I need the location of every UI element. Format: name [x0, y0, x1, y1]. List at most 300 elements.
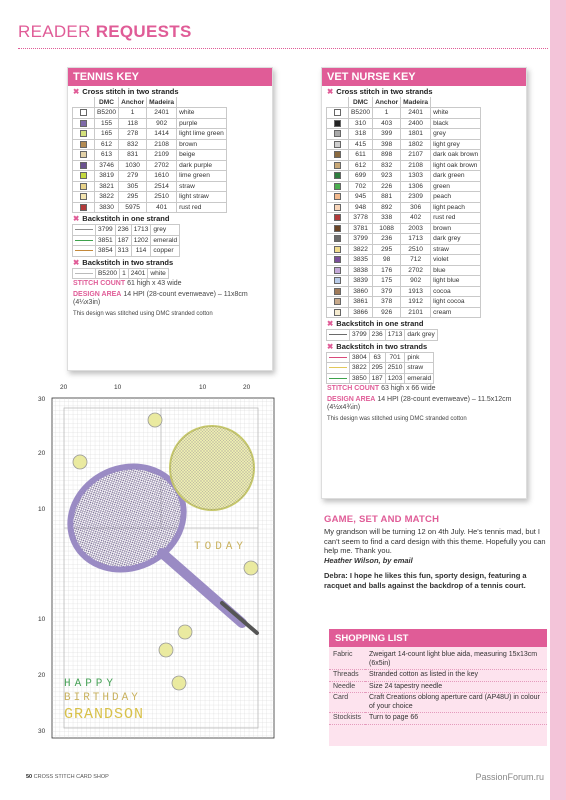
backstitch-symbol	[327, 352, 350, 363]
thread-name: straw	[177, 181, 227, 192]
dmc-code: 3799	[350, 330, 370, 341]
shopping-row-needle: Needle Size 24 tapestry needle	[329, 681, 547, 693]
thread-name: lime green	[177, 171, 227, 182]
madeira-code: 1203	[385, 373, 405, 384]
key-column-header: DMC	[349, 97, 373, 108]
thread-name: white	[177, 108, 227, 119]
thread-name: rust red	[431, 213, 481, 224]
madeira-code: 2400	[401, 118, 431, 129]
key-row	[327, 234, 481, 245]
madeira-code: 2101	[401, 307, 431, 318]
color-swatch	[80, 109, 87, 116]
color-swatch	[334, 141, 341, 148]
dmc-code: 3830	[95, 202, 119, 213]
color-swatch	[334, 120, 341, 127]
dmc-code: 3822	[349, 244, 373, 255]
color-swatch	[334, 214, 341, 221]
madeira-code: 2108	[401, 160, 431, 171]
color-swatch	[334, 267, 341, 274]
madeira-code: 2401	[401, 108, 431, 119]
anchor-code: 831	[119, 150, 147, 161]
key-column-header: Madeira	[147, 97, 177, 108]
key-column-header: DMC	[95, 97, 119, 108]
top-label-left-20: 20	[60, 384, 68, 391]
anchor-code: 379	[373, 286, 401, 297]
thread-name: grey	[151, 225, 180, 236]
key-symbol	[73, 202, 95, 213]
dmc-code: 3781	[349, 223, 373, 234]
madeira-code: 1610	[147, 171, 177, 182]
color-swatch	[334, 288, 341, 295]
madeira-code: 712	[401, 255, 431, 266]
madeira-code: 701	[385, 352, 405, 363]
anchor-code: 305	[119, 181, 147, 192]
key-symbol	[73, 118, 95, 129]
color-swatch	[80, 141, 87, 148]
madeira-code: 1801	[401, 129, 431, 140]
anchor-code: 187	[369, 373, 385, 384]
dmc-code: 699	[349, 171, 373, 182]
header-word-reader: READER	[18, 22, 91, 41]
vet-backstitch-two-table	[326, 352, 434, 385]
anchor-code: 295	[369, 363, 385, 374]
anchor-code: 1030	[119, 160, 147, 171]
tennis-key-table	[72, 97, 227, 213]
anchor-code: 118	[119, 118, 147, 129]
color-swatch	[334, 109, 341, 116]
dmc-code: 3822	[350, 363, 370, 374]
side-label-10-top: 10	[38, 506, 46, 513]
backstitch-row	[327, 352, 434, 363]
section-header	[18, 22, 192, 42]
dmc-code: 3799	[349, 234, 373, 245]
key-header-blank	[431, 97, 481, 108]
madeira-code: 2510	[385, 363, 405, 374]
backstitch-row	[73, 225, 180, 236]
side-label-30-top: 30	[38, 396, 46, 403]
madeira-code: 1306	[401, 181, 431, 192]
key-row	[327, 129, 481, 140]
key-symbol	[327, 139, 349, 150]
key-row	[327, 160, 481, 171]
color-swatch	[80, 172, 87, 179]
thread-name: peach	[431, 192, 481, 203]
anchor-code: 399	[373, 129, 401, 140]
anchor-code: 236	[369, 330, 385, 341]
thread-name: dark purple	[177, 160, 227, 171]
vet-stitch-count: STITCH COUNT 63 high x 66 wide	[327, 385, 436, 392]
shopping-row-card: Card Craft Creations oblong aperture card (AP48U) in colour of your choice	[329, 693, 547, 713]
dmc-code: 3835	[349, 255, 373, 266]
color-swatch	[334, 204, 341, 211]
side-label-20-bottom: 20	[38, 672, 46, 679]
thread-name: pink	[405, 352, 434, 363]
dmc-code: 613	[95, 150, 119, 161]
side-label-10-bottom: 10	[38, 616, 46, 623]
anchor-code: 278	[119, 129, 147, 140]
key-row	[327, 139, 481, 150]
vet-key-table	[326, 97, 481, 318]
key-row	[327, 255, 481, 266]
shopping-list-panel	[329, 629, 547, 746]
key-header-blank	[327, 97, 349, 108]
key-row	[73, 202, 227, 213]
dmc-code: 3854	[96, 246, 116, 257]
anchor-code: 279	[119, 171, 147, 182]
anchor-code: 176	[373, 265, 401, 276]
thread-name: white	[148, 268, 168, 279]
color-swatch	[334, 151, 341, 158]
color-swatch	[334, 225, 341, 232]
dmc-code: 3850	[350, 373, 370, 384]
anchor-code: 926	[373, 307, 401, 318]
thread-name: cream	[431, 307, 481, 318]
key-symbol	[73, 139, 95, 150]
dmc-code: 611	[349, 150, 373, 161]
key-symbol	[327, 171, 349, 182]
anchor-code: 832	[119, 139, 147, 150]
thread-name: purple	[177, 118, 227, 129]
dmc-code: 945	[349, 192, 373, 203]
key-symbol	[327, 234, 349, 245]
page-number: 50	[26, 774, 33, 780]
anchor-code: 187	[115, 235, 131, 246]
key-symbol	[73, 108, 95, 119]
color-swatch	[334, 193, 341, 200]
header-word-requests: REQUESTS	[95, 22, 192, 41]
madeira-code: 402	[401, 213, 431, 224]
dmc-code: 165	[95, 129, 119, 140]
backstitch-symbol	[327, 373, 350, 384]
tennis-key-panel	[67, 67, 273, 371]
madeira-code: 1802	[401, 139, 431, 150]
madeira-code: 2510	[147, 192, 177, 203]
color-swatch	[334, 246, 341, 253]
dmc-code: B5200	[95, 108, 119, 119]
anchor-code: 175	[373, 276, 401, 287]
backstitch-symbol	[73, 225, 96, 236]
key-symbol	[327, 118, 349, 129]
anchor-code: 1088	[373, 223, 401, 234]
thread-name: beige	[177, 150, 227, 161]
backstitch-row	[327, 363, 434, 374]
key-row	[327, 150, 481, 161]
key-symbol	[327, 307, 349, 318]
color-swatch	[334, 235, 341, 242]
key-row	[73, 108, 227, 119]
madeira-code: 1713	[401, 234, 431, 245]
madeira-code: 2109	[147, 150, 177, 161]
thread-name: light blue	[431, 276, 481, 287]
key-row	[327, 192, 481, 203]
thread-name: blue	[431, 265, 481, 276]
anchor-code: 403	[373, 118, 401, 129]
key-row	[327, 213, 481, 224]
dmc-code: 3778	[349, 213, 373, 224]
shopping-row-fabric: Fabric Zweigart 14-count light blue aida, measuring 15x13cm (6x5in)	[329, 650, 547, 670]
anchor-code: 5975	[119, 202, 147, 213]
key-symbol	[73, 129, 95, 140]
key-symbol	[73, 160, 95, 171]
magazine-name: CROSS STITCH CARD SHOP	[33, 774, 109, 780]
anchor-code: 236	[373, 234, 401, 245]
backstitch-symbol	[73, 246, 96, 257]
key-row	[73, 181, 227, 192]
key-symbol	[327, 202, 349, 213]
anchor-code: 313	[115, 246, 131, 257]
dmc-code: B5200	[96, 268, 120, 279]
dmc-code: 702	[349, 181, 373, 192]
chart-text-today: TODAY	[194, 541, 248, 553]
tennis-backstitch-one-table	[72, 224, 180, 257]
color-swatch	[80, 204, 87, 211]
key-symbol	[327, 129, 349, 140]
key-symbol	[327, 181, 349, 192]
tennis-key-title: TENNIS KEY	[68, 68, 272, 86]
madeira-code: 306	[401, 202, 431, 213]
key-row	[327, 108, 481, 119]
dmc-code: 310	[349, 118, 373, 129]
dmc-code: B5200	[349, 108, 373, 119]
tennis-backstitch-one-heading: ✖ Backstitch in one strand	[73, 214, 170, 223]
thread-name: dark oak brown	[431, 150, 481, 161]
key-row	[327, 265, 481, 276]
anchor-code: 1	[120, 268, 129, 279]
madeira-code: 2702	[401, 265, 431, 276]
tennis-cross-stitch-chart	[38, 384, 284, 746]
tennis-backstitch-two-table	[72, 268, 169, 280]
thread-name: straw	[405, 363, 434, 374]
key-row	[327, 297, 481, 308]
page-footer	[26, 774, 109, 780]
dmc-code: 155	[95, 118, 119, 129]
dmc-code: 3861	[349, 297, 373, 308]
thread-name: light lime green	[177, 129, 227, 140]
tennis-design-area: DESIGN AREA 14 HPI (28-count evenweave) – 11x8cm (4¼x3in)	[73, 290, 248, 306]
thread-name: brown	[431, 223, 481, 234]
key-row	[73, 139, 227, 150]
thread-name: copper	[151, 246, 180, 257]
vet-key-title: VET NURSE KEY	[322, 68, 526, 86]
line-swatch	[329, 367, 347, 368]
key-row	[73, 171, 227, 182]
key-symbol	[73, 192, 95, 203]
backstitch-row	[327, 330, 438, 341]
key-row	[327, 118, 481, 129]
color-swatch	[80, 183, 87, 190]
anchor-code: 923	[373, 171, 401, 182]
madeira-code: 2107	[401, 150, 431, 161]
shopping-row-stockists: Stockists Turn to page 66	[329, 713, 547, 725]
madeira-code: 1303	[401, 171, 431, 182]
vet-note: This design was stitched using DMC stranded cotton	[327, 415, 467, 422]
key-symbol	[327, 255, 349, 266]
thread-name: violet	[431, 255, 481, 266]
dmc-code: 3822	[95, 192, 119, 203]
key-symbol	[73, 171, 95, 182]
madeira-code: 1414	[147, 129, 177, 140]
color-swatch	[334, 256, 341, 263]
dmc-code: 948	[349, 202, 373, 213]
line-swatch	[329, 357, 347, 358]
madeira-code: 1912	[401, 297, 431, 308]
madeira-code: 2108	[147, 139, 177, 150]
line-swatch	[329, 378, 347, 379]
key-symbol	[327, 160, 349, 171]
dmc-code: 318	[349, 129, 373, 140]
madeira-code: 1713	[385, 330, 405, 341]
backstitch-row	[73, 235, 180, 246]
color-swatch	[80, 193, 87, 200]
header-divider	[18, 48, 548, 49]
line-swatch	[75, 229, 93, 230]
key-symbol	[327, 297, 349, 308]
dmc-code: 3799	[96, 225, 116, 236]
anchor-code: 898	[373, 150, 401, 161]
vet-backstitch-one-heading: ✖ Backstitch in one strand	[327, 319, 424, 328]
key-symbol	[327, 276, 349, 287]
tennis-backstitch-two-heading: ✖ Backstitch in two strands	[73, 257, 174, 267]
side-label-30-bottom: 30	[38, 728, 46, 735]
dmc-code: 3821	[95, 181, 119, 192]
color-swatch	[334, 298, 341, 305]
shopping-list-title: SHOPPING LIST	[329, 629, 547, 647]
backstitch-symbol	[73, 235, 96, 246]
thread-name: light cocoa	[431, 297, 481, 308]
color-swatch	[334, 183, 341, 190]
thread-name: dark grey	[431, 234, 481, 245]
backstitch-row	[73, 268, 169, 279]
article-body: My grandson will be turning 12 on 4th July. He's tennis mad, but I can't seem to find a card design with this theme. Hopefully you can help me. Thank you.	[324, 527, 546, 556]
anchor-code: 378	[373, 297, 401, 308]
key-row	[327, 286, 481, 297]
key-symbol	[327, 223, 349, 234]
key-row	[327, 171, 481, 182]
key-row	[73, 192, 227, 203]
shopping-list-table	[329, 650, 547, 725]
key-header-row	[73, 97, 227, 108]
thread-name: light straw	[177, 192, 227, 203]
dmc-code: 3860	[349, 286, 373, 297]
key-header-row	[327, 97, 481, 108]
chart-text-birthday: BIRTHDAY	[64, 692, 141, 704]
anchor-code: 236	[115, 225, 131, 236]
color-swatch	[334, 162, 341, 169]
backstitch-row	[327, 373, 434, 384]
thread-name: dark green	[431, 171, 481, 182]
key-row	[73, 150, 227, 161]
backstitch-symbol	[327, 363, 350, 374]
key-header-blank	[177, 97, 227, 108]
key-row	[327, 244, 481, 255]
line-swatch	[75, 240, 93, 241]
madeira-code: 1202	[131, 235, 151, 246]
thread-name: grey	[431, 129, 481, 140]
article-title: GAME, SET AND MATCH	[324, 514, 440, 525]
dmc-code: 3838	[349, 265, 373, 276]
thread-name: straw	[431, 244, 481, 255]
key-column-header: Madeira	[401, 97, 431, 108]
madeira-code: 902	[147, 118, 177, 129]
madeira-code: 114	[131, 246, 151, 257]
madeira-code: 2401	[147, 108, 177, 119]
key-row	[327, 181, 481, 192]
madeira-code: 2401	[128, 268, 148, 279]
dmc-code: 3819	[95, 171, 119, 182]
madeira-code: 902	[401, 276, 431, 287]
dmc-code: 612	[95, 139, 119, 150]
key-symbol	[327, 265, 349, 276]
vet-backstitch-one-table	[326, 329, 438, 341]
anchor-code: 892	[373, 202, 401, 213]
line-swatch	[329, 334, 347, 335]
tennis-stitch-count: STITCH COUNT 61 high x 43 wide	[73, 280, 182, 287]
color-swatch	[334, 309, 341, 316]
dmc-code: 3804	[350, 352, 370, 363]
key-symbol	[327, 286, 349, 297]
thread-name: light oak brown	[431, 160, 481, 171]
game-set-match-article	[324, 514, 546, 591]
madeira-code: 2003	[401, 223, 431, 234]
side-label-20-top: 20	[38, 450, 46, 457]
anchor-code: 295	[373, 244, 401, 255]
madeira-code: 2702	[147, 160, 177, 171]
backstitch-row	[73, 246, 180, 257]
color-swatch	[80, 151, 87, 158]
dmc-code: 415	[349, 139, 373, 150]
color-swatch	[80, 162, 87, 169]
anchor-code: 226	[373, 181, 401, 192]
top-label-left-10: 10	[114, 384, 122, 391]
line-swatch	[75, 273, 93, 274]
article-signature: Heather Wilson, by email	[324, 555, 413, 565]
thread-name: rust red	[177, 202, 227, 213]
line-swatch	[75, 250, 93, 251]
anchor-code: 881	[373, 192, 401, 203]
thread-name: light grey	[431, 139, 481, 150]
color-swatch	[334, 130, 341, 137]
chart-text-grandson: GRANDSON	[64, 706, 145, 723]
thread-name: cocoa	[431, 286, 481, 297]
anchor-code: 63	[369, 352, 385, 363]
tennis-cross-stitch-heading: ✖ Cross stitch in two strands	[73, 87, 179, 96]
key-symbol	[327, 108, 349, 119]
thread-name: white	[431, 108, 481, 119]
anchor-code: 295	[119, 192, 147, 203]
shopping-row-threads: Threads Stranded cotton as listed in the key	[329, 670, 547, 682]
dmc-code: 3839	[349, 276, 373, 287]
anchor-code: 1	[119, 108, 147, 119]
dmc-code: 3746	[95, 160, 119, 171]
backstitch-symbol	[73, 268, 96, 279]
thread-name: brown	[177, 139, 227, 150]
madeira-code: 2309	[401, 192, 431, 203]
chart-text-happy: HAPPY	[64, 678, 118, 690]
key-symbol	[327, 213, 349, 224]
key-symbol	[327, 244, 349, 255]
madeira-code: 1713	[131, 225, 151, 236]
key-column-header: Anchor	[119, 97, 147, 108]
article-reply: Debra: I hope he likes this fun, sporty design, featuring a racquet and balls against the backdrop of a tennis court.	[324, 571, 527, 590]
key-row	[327, 223, 481, 234]
pink-side-stripe	[550, 0, 566, 800]
anchor-code: 338	[373, 213, 401, 224]
thread-name: emerald	[405, 373, 434, 384]
madeira-code: 1913	[401, 286, 431, 297]
dmc-code: 3851	[96, 235, 116, 246]
color-swatch	[334, 172, 341, 179]
anchor-code: 398	[373, 139, 401, 150]
